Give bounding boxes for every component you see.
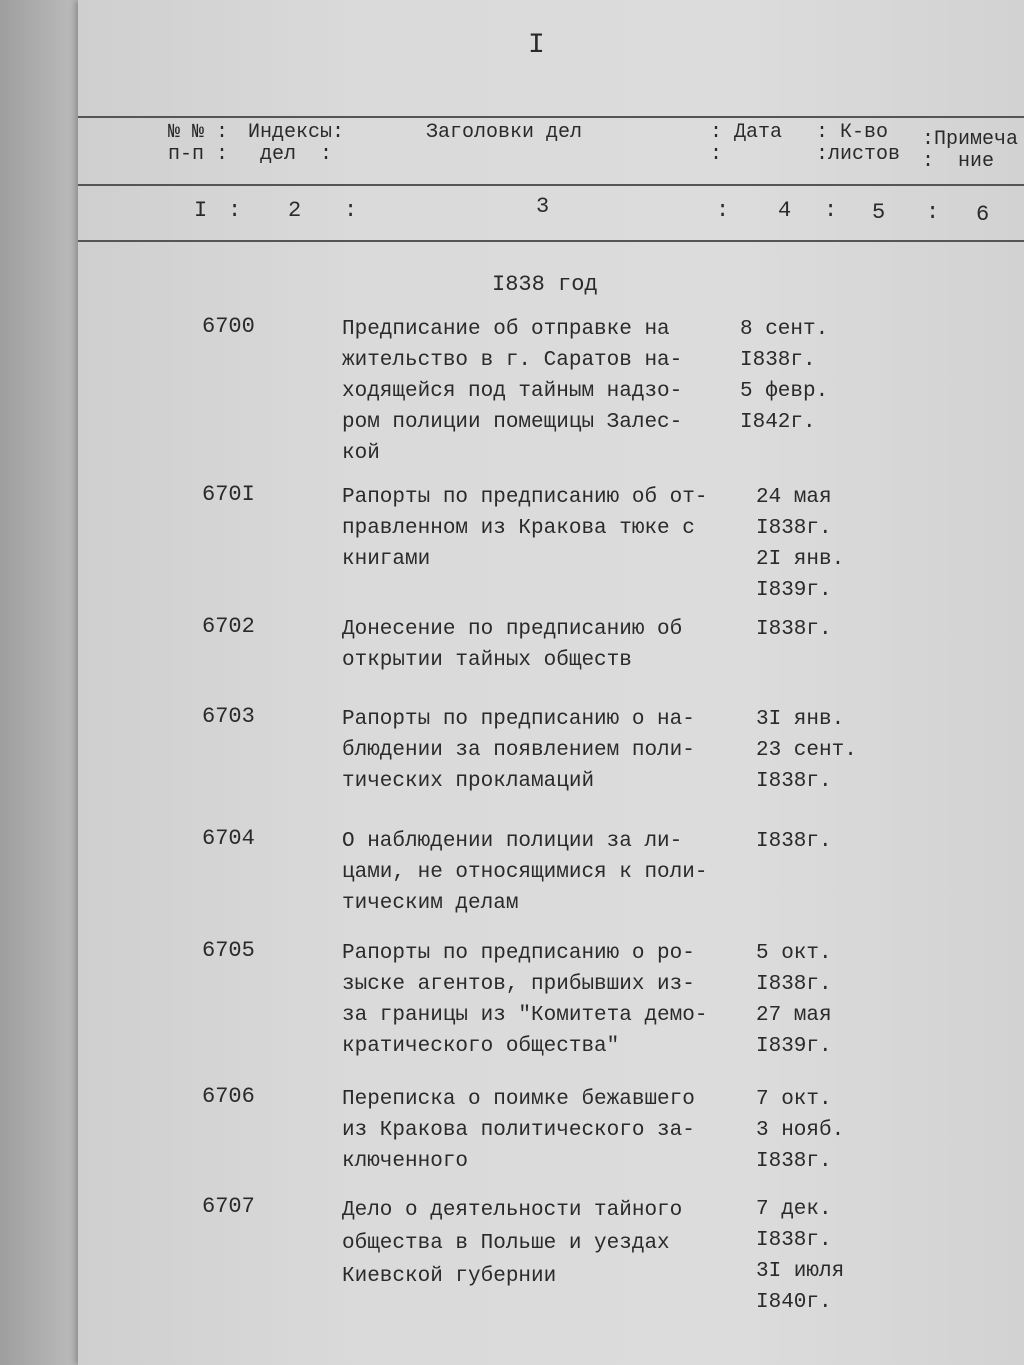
entry-title: Предписание об отправке на жительство в г. Саратов на- ходящейся под тайным надзо- ром полиции помещицы Залес- кой [342,318,683,465]
entry-date: 2I янв. [756,548,845,571]
column-separator: : [228,198,242,223]
header-bottom-rule [78,240,1024,242]
entry-dates [756,938,832,1062]
column-number: 4 [778,198,792,223]
entry-date: 24 мая [756,486,832,509]
entry-date: 7 окт. [756,1088,832,1111]
entry-date: 5 февр. [740,380,829,403]
entry-index: 6702 [202,614,255,639]
entry-title: Переписка о поимке бежавшего из Кракова политического за- ключенного [342,1088,695,1173]
header-top-rule [78,116,1024,118]
entry-date: I838г. [756,618,832,641]
entry-date: 5 окт. [756,942,832,965]
entry-title: Рапорты по предписанию об от- правленном из Кракова тюке с книгами [342,486,708,571]
entry-dates [756,1194,844,1318]
column-number: 6 [976,202,990,227]
entry-date: I838г. [756,1150,832,1173]
entry-date: I838г. [756,973,832,996]
entry-date: 3I июля [756,1260,845,1283]
column-separator: : [344,198,358,223]
column-number: 2 [288,198,302,223]
year-heading: I838 год [492,272,598,297]
entry-dates [756,704,857,797]
entry-index: 6706 [202,1084,255,1109]
header-col-notes: :Примеча : ние [922,129,1019,173]
entry-title: Дело о деятельности тайного общества в Польше и уездах Киевской губернии [342,1199,683,1288]
entry-dates [756,482,844,606]
header-col-title: Заголовки дел [426,121,583,144]
entry-date: I839г. [756,579,832,602]
entry-date: I838г. [756,830,832,853]
column-number: 5 [872,200,886,225]
header-col-date: : Дата : [710,121,783,166]
entry-date: 27 мая [756,1004,832,1027]
entry-dates [756,1084,844,1177]
entry-index: 6704 [202,826,255,851]
entry-index: 6703 [202,704,255,729]
column-separator: : [824,198,838,223]
binding-shadow [0,0,78,1365]
entry-index: 6705 [202,938,255,963]
entry-dates [756,826,832,857]
entry-title: Рапорты по предписанию о на- блюдении за появлением поли- тических прокламаций [342,708,695,793]
header-col-sheets: : К-во :листов [816,121,901,166]
header-mid-rule [78,184,1024,186]
column-separator: : [926,200,940,225]
entry-dates [756,614,832,645]
header-col-index: Индексы: дел : [248,121,345,166]
entry-date: 3 нояб. [756,1119,845,1142]
entry-date: I842г. [740,411,816,434]
entry-date: 8 сент. [740,318,829,341]
entry-date: I838г. [756,1229,832,1252]
column-separator: : [716,198,730,223]
entry-date: I838г. [756,517,832,540]
entry-title: О наблюдении полиции за ли- цами, не относящимися к поли- тическим делам [342,830,708,915]
entry-date: I838г. [740,349,816,372]
entry-dates [740,314,828,438]
entry-index: 6707 [202,1194,255,1219]
entry-index: 6700 [202,314,255,339]
entry-date: I840г. [756,1291,832,1314]
entry-date: I838г. [756,770,832,793]
entry-date: 23 сент. [756,739,857,762]
entry-date: 7 дек. [756,1198,832,1221]
column-number: 3 [536,194,550,219]
entry-date: I839г. [756,1035,832,1058]
entry-title: Рапорты по предписанию о ро- зыске агентов, прибывших из- за границы из "Комитета демо- кратического общества" [342,942,708,1058]
entry-title: Донесение по предписанию об открытии тайных обществ [342,618,683,672]
entry-index: 670I [202,482,255,507]
entry-date: 3I янв. [756,708,845,731]
page-number: I [528,30,545,61]
column-number: I [194,198,208,223]
header-col-number: № № : п-п : [168,121,229,166]
